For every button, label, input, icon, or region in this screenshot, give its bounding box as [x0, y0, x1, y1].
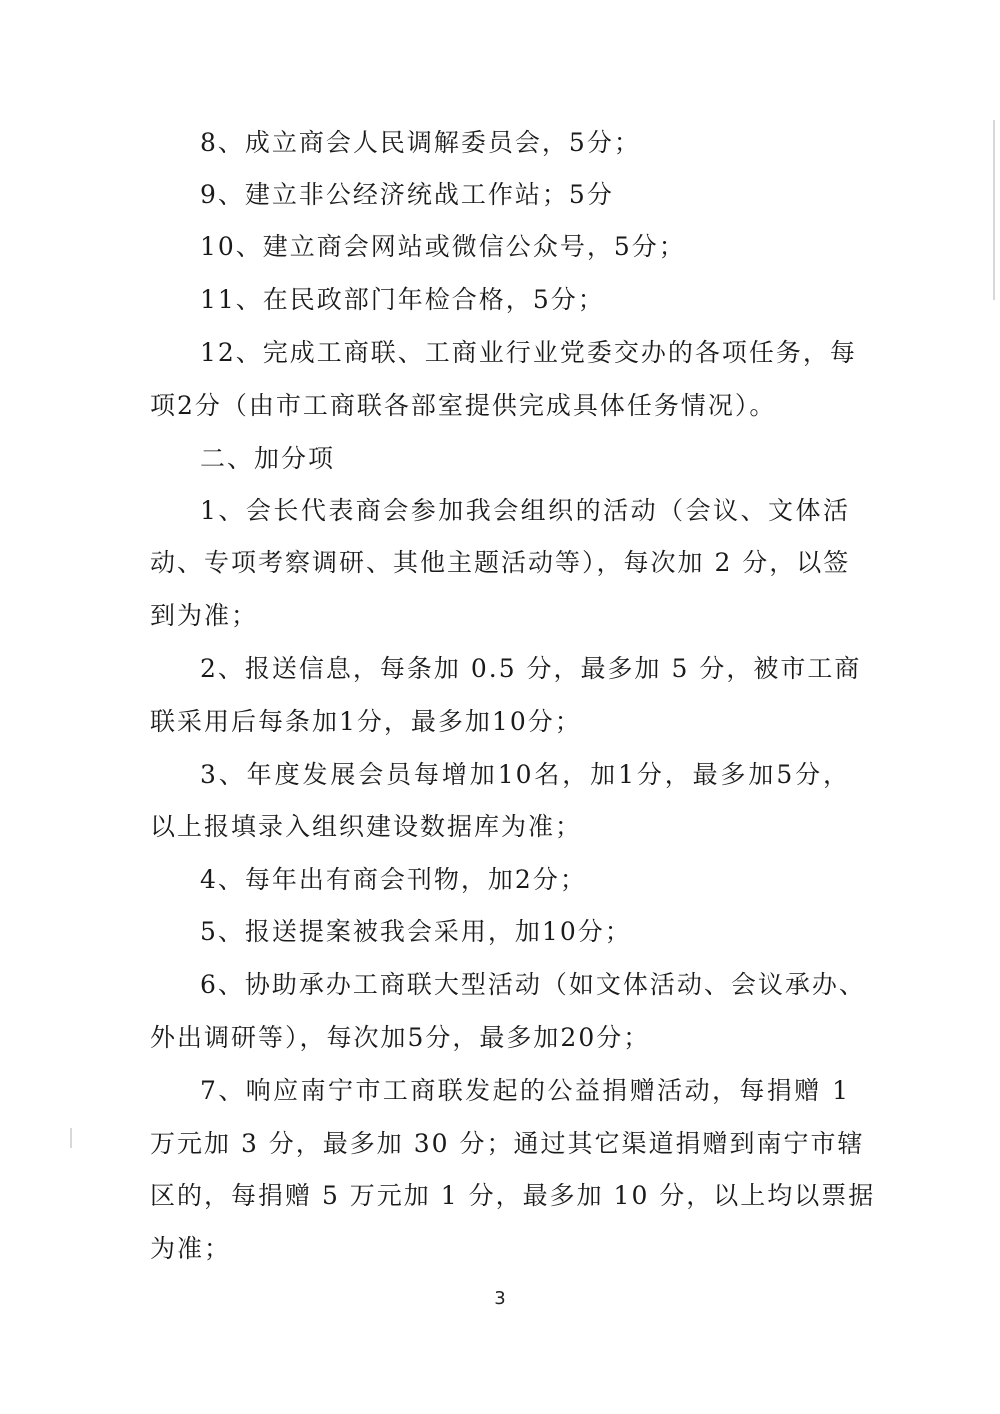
page-number: 3 — [494, 1288, 506, 1309]
text-line: 到为准； — [150, 601, 259, 630]
text-line: 为准； — [150, 1234, 232, 1263]
text-line: 1、会长代表商会参加我会组织的活动（会议、文体活 — [200, 496, 850, 525]
text-line: 以上报填录入组织建设数据库为准； — [150, 812, 583, 841]
text-line: 5、报送提案被我会采用，加10分； — [200, 917, 632, 946]
text-line: 万元加 3 分，最多加 30 分；通过其它渠道捐赠到南宁市辖 — [150, 1129, 865, 1158]
text-line: 10、建立商会网站或微信公众号，5分； — [200, 232, 686, 261]
text-line: 联采用后每条加1分，最多加10分； — [150, 707, 582, 736]
text-line: 6、协助承办工商联大型活动（如文体活动、会议承办、 — [200, 970, 866, 999]
text-line: 外出调研等），每次加5分，最多加20分； — [150, 1023, 651, 1052]
text-line: 4、每年出有商会刊物，加2分； — [200, 865, 587, 894]
text-line: 8、成立商会人民调解委员会，5分； — [200, 128, 641, 157]
text-line: 项2分（由市工商联各部室提供完成具体任务情况）。 — [150, 391, 777, 420]
text-line: 9、建立非公经济统战工作站；5分 — [200, 180, 614, 209]
scan-edge-mark — [993, 120, 995, 300]
text-line: 2、报送信息，每条加 0.5 分，最多加 5 分，被市工商 — [200, 654, 862, 683]
text-line: 12、完成工商联、工商业行业党委交办的各项任务，每 — [200, 338, 857, 367]
scan-edge-mark — [70, 1128, 72, 1148]
text-line: 7、响应南宁市工商联发起的公益捐赠活动，每捐赠 1 — [200, 1076, 850, 1105]
section-heading: 二、加分项 — [200, 444, 336, 473]
text-line: 11、在民政部门年检合格，5分； — [200, 285, 605, 314]
text-line: 动、专项考察调研、其他主题活动等），每次加 2 分，以签 — [150, 548, 851, 577]
text-line: 区的，每捐赠 5 万元加 1 分，最多加 10 分，以上均以票据 — [150, 1181, 876, 1210]
text-line: 3、年度发展会员每增加10名，加1分，最多加5分， — [200, 760, 850, 789]
